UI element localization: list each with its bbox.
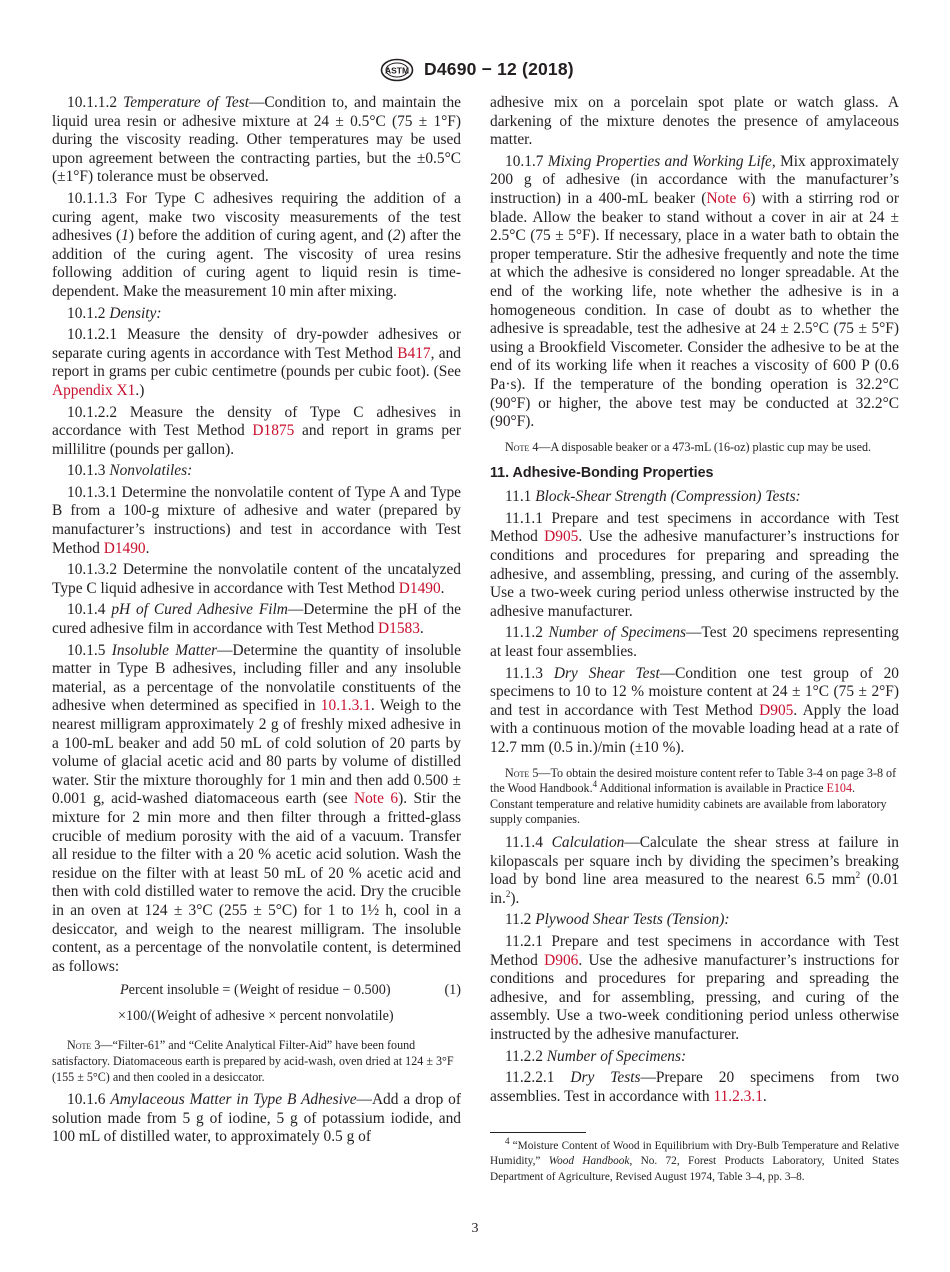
equation-line-2: ×100/(Weight of adhesive × percent nonvolatile) [118,1008,394,1025]
para-10-1-6: 10.1.6 Amylaceous Matter in Type B Adhesive—Add a drop of solution made from 5 g of iodine, 5 g of potassium iodide, and 100 mL of distilled water, to approximately 0.5 g of [52,1091,461,1146]
left-column [52,94,461,1147]
para-10-1-3-2: 10.1.3.2 Determine the nonvolatile content of the uncatalyzed Type C liquid adhesive in accordance with Test Method D1490. [52,561,461,597]
page-number: 3 [471,1221,479,1236]
para-11-2-1: 11.2.1 Prepare and test specimens in accordance with Test Method D906. Use the adhesive manufacturer’s instructions for conditions and procedures for preparing and spreading the adhesive, and for assembling, pressing, and curing of the assembly. Use a two-week conditioning period unless otherwise instructed by the adhesive manufacturer. [490,932,899,1043]
para-11-1-4: 11.1.4 Calculation—Calculate the shear stress at failure in kilopascals per square inch by dividing the specimen’s breaking load by bond line area measured to the nearest 6.5 $mm^2$ (0.01 in.$^2$). [490,833,899,907]
para-10-1-5: 10.1.5 Insoluble Matter—Determine the quantity of insoluble matter in Type B adhesives, including filler and any insoluble material, as a percentage of the nonvolatile constituents of the adhesive when determined as specified in 10.1.3.1. Weigh to the nearest milligram approximately 2 g of freshly mixed adhesive in a 100-mL beaker and add 50 mL of cold solution of 20 parts by volume of glacial acetic acid and 80 parts by volume of distilled water. Stir the mixture thoroughly for 1 min and then add 0.500 ± 0.001 g, acid-washed diatomaceous earth (see Note 6). Stir the mixture for 2 min more and then filter through a fritted-glass crucible of medium porosity with the aid of a vacuum. Transfer all residue to the filter with a 20 % acetic acid solution. Wash the residue on the filter with at least 50 mL of 20 % acetic acid and then with cold distilled water to remove the acid. Dry the crucible in an oven at 124 ± 3°C (255 ± 5°C) for 1 to 1½ h, cool in a desiccator, and weigh to the nearest milligram. The insoluble content, as a percentage of the nonvolatile content, is determined as follows: [52,641,461,975]
footnote-rule [490,1132,586,1133]
para-11-2-2: 11.2.2 Number of Specimens: [505,1047,687,1065]
page-header [0,58,950,84]
equation-line-1: Percent insoluble = (Weight of residue − 0.500) [120,982,391,999]
para-10-1-1-3: 10.1.1.3 For Type C adhesives requiring the addition of a curing agent, make two viscosity measurements of the test adhesives (1) before the addition of curing agent, and (2) after the addition of the curing agent. The viscosity of urea resins following addition of curing agent to liquid resin is time-dependent. Make the measurement 10 min after mixing. [52,189,462,300]
para-11-2: 11.2 Plywood Shear Tests (Tension): [505,911,730,929]
section-11-heading: 11. Adhesive-Bonding Properties [490,465,714,482]
svg-text:ASTM: ASTM [384,65,410,76]
para-11-1: 11.1 Block-Shear Strength (Compression) Tests: [505,488,801,506]
note-5: Note 5—To obtain the desired moisture content refer to Table 3-4 on page 3-8 of the Wood Handbook.$^4$ Additional information is available in Practice E104. Constant temperature and relative humidity cabinets are available from laboratory supply companies. [490,765,897,827]
note-3: Note 3—“Filter-61” and “Celite Analytical Filter-Aid” have been found satisfactory. Diatomaceous earth is prepared by acid-wash, oven dried at 124 ± 3°F (155 ± 5°C) and then cooled in a desiccator. [52,1038,454,1084]
para-10-1-3-1: 10.1.3.1 Determine the nonvolatile content of Type A and Type B from a 100-g mixture of adhesive and water (prepared by manufacturer’s instructions) and test in accordance with Test Method D1490. [52,483,461,557]
para-10-1-4: 10.1.4 pH of Cured Adhesive Film—Determine the pH of the cured adhesive film in accordance with Test Method D1583. [52,601,461,638]
para-10-1-2-2: 10.1.2.2 Measure the density of Type C adhesives in accordance with Test Method D1875 and report in grams per millilitre (pounds per gallon). [52,403,461,458]
document-designation: D4690 − 12 (2018) [424,59,574,79]
para-11-1-1: 11.1.1 Prepare and test specimens in accordance with Test Method D905. Use the adhesive manufacturer’s instructions for conditions and procedures for preparing and spreading the adhesive, and assembling, pressing, and curing of the assembly. Use a two-week curing period unless otherwise instructed by the adhesive manufacturer. [490,509,899,620]
para-11-2-2-1: 11.2.2.1 Dry Tests—Prepare 20 specimens from two assemblies. Test in accordance with 11.2.3.1. [490,1069,900,1105]
para-10-1-3: 10.1.3 Nonvolatiles: [67,462,193,480]
para-10-1-6-cont: adhesive mix on a porcelain spot plate or watch glass. A darkening of the mixture denotes the presence of amylaceous matter. [490,94,899,149]
para-10-1-2-1: 10.1.2.1 Measure the density of dry-powder adhesives or separate curing agents in accordance with Test Method B417, and report in grams per cubic centimetre (pounds per cubic foot). (See Appendix X1.) [52,326,461,399]
astm-logo-icon [380,58,414,82]
para-10-1-1-2: 10.1.1.2 Temperature of Test—Condition to, and maintain the liquid urea resin or adhesive mixture at 24 ± 0.5°C (75 ± 1°F) during the viscosity reading. Other temperatures may be used upon agreement between the contracting parties, but the ±0.5°C (±1°F) tolerance must be observed. [52,94,461,186]
note-4: Note 4—A disposable beaker or a 473-mL (16-oz) plastic cup may be used. [505,439,872,454]
equation-1 [52,978,461,1030]
footnote-4: $^4$ “Moisture Content of Wood in Equilibrium with Dry-Bulb Temperature and Relative Humidity,” Wood Handbook, No. 72, Forest Products Laboratory, United States Department of Agriculture, Revised August 1974, Table 3–4, pp. 3–8. [490,1136,899,1183]
para-10-1-2: 10.1.2 Density: [67,304,162,322]
right-column [490,94,899,1185]
para-11-1-3: 11.1.3 Dry Shear Test—Condition one test group of 20 specimens to 10 to 12 % moisture content at 24 ± 1°C (75 ± 2°F) and test in accordance with Test Method D905. Apply the load with a continuous motion of the movable loading head at a rate of 12.7 mm (0.5 in.)/min (±10 %). [490,664,899,756]
para-11-1-2: 11.1.2 Number of Specimens—Test 20 specimens representing at least four assemblies. [490,624,899,661]
equation-number: (1) [444,982,461,999]
para-10-1-7: 10.1.7 Mixing Properties and Working Life, Mix approximately 200 g of adhesive (in accordance with the manufacturer’s instruction) in a 400-mL beaker (Note 6) with a stirring rod or blade. Allow the beaker to stand without a cover in air at 24 ± 2.5°C (75 ± 5°F). If necessary, place in a water bath to obtain the proper temperature. Stir the adhesive frequently and note the time at which the adhesive is considered no longer spreadable. At the end of the working life, note whether the adhesive is in a homogeneous condition. In case of doubt as to whether the adhesive is spreadable, test the adhesive at 24 ± 2.5°C (75 ± 5°F) using a Brookfield Viscometer. Consider the adhesive to be at the end of its working life when it reaches a viscosity of 600 P (0.6 Pa·s). If the temperature of the bonding operation is 32.2°C (90°F) or higher, the above test may be conducted at 32.2°C (90°F). [490,152,899,431]
